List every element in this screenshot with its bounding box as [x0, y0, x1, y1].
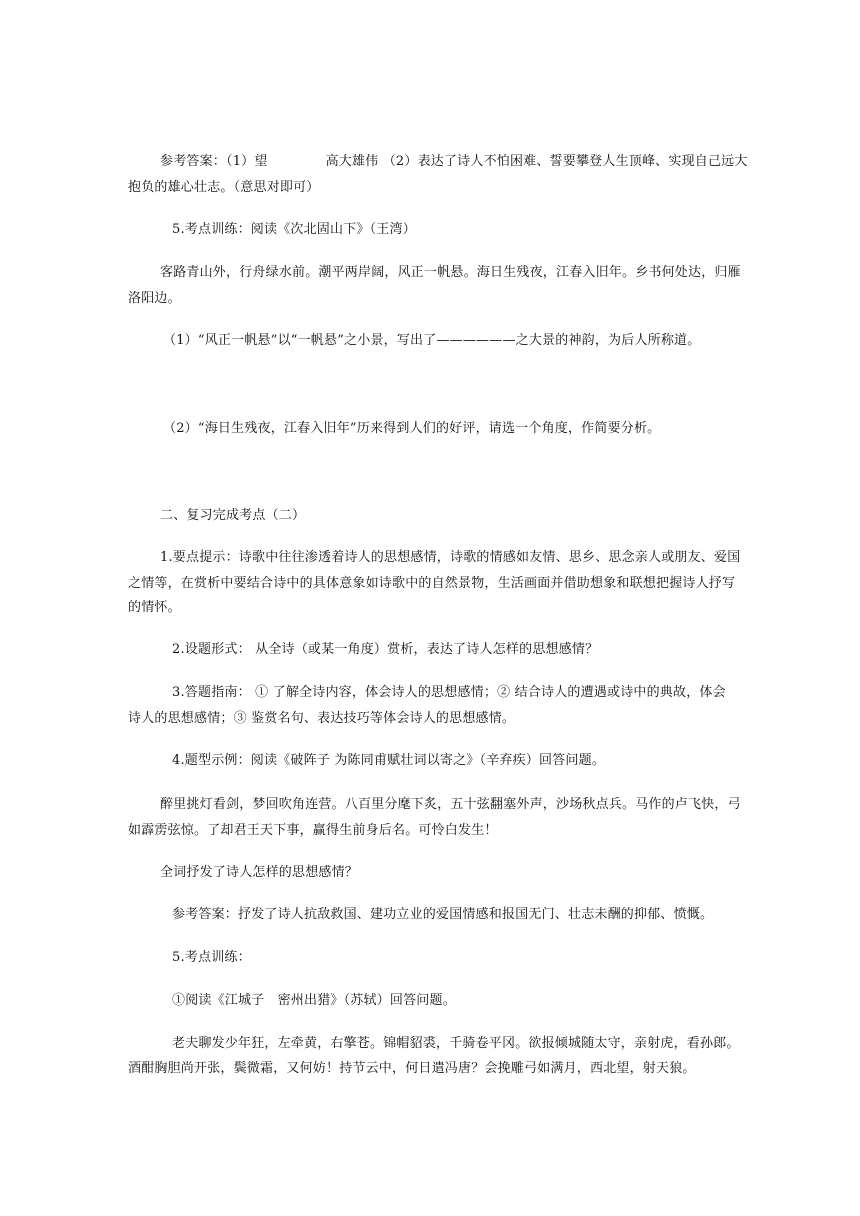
point-3-line-1: 3.答题指南： ① 了解全诗内容，体会诗人的思想感情；② 结合诗人的遭遇或诗中的典故，体会 [172, 685, 726, 700]
answer-4-line-2: 抱负的雄心壮志。（意思对即可） [128, 180, 320, 195]
answer-4-part-1: 参考答案：（1）望 [160, 154, 268, 169]
reading-1: ①阅读《江城子 密州出猎》（苏轼）回答问题。 [172, 993, 456, 1008]
poem-1-line-1: 客路青山外，行舟绿水前。潮平两岸阔，风正一帆悬。海日生残夜，江春入旧年。乡书何处达，归雁 [160, 265, 741, 280]
poem-1-line-2: 洛阳边。 [128, 291, 181, 306]
point-5: 5.考点训练： [172, 950, 251, 965]
poem-2-line-2: 如霹雳弦惊。了却君王天下事，赢得生前身后名。可怜白发生！ [128, 823, 498, 838]
point-4: 4.题型示例：阅读《破阵子 为陈同甫赋壮词以寄之》（辛弃疾）回答问题。 [172, 753, 606, 768]
training-5-title: 5.考点训练：阅读《次北固山下》（王湾） [172, 222, 416, 237]
poem-3-line-2: 酒酣胸胆尚开张，鬓微霜，又何妨！持节云中，何日遣冯唐？会挽雕弓如满月，西北望，射天狼。 [128, 1061, 696, 1076]
poem-3-line-1: 老夫聊发少年狂，左牵黄，右擎苍。锦帽貂裘，千骑卷平冈。欲报倾城随太守，亲射虎，看孙郎。 [172, 1036, 740, 1051]
point-3-line-2: 诗人的思想感情；③ 鉴赏名句、表达技巧等体会诗人的思想感情。 [128, 711, 516, 726]
section-2-heading: 二、复习完成考点（二） [160, 508, 306, 523]
question-2: （2）“海日生残夜，江春入旧年”历来得到人们的好评，请选一个角度，作简要分析。 [163, 421, 661, 436]
point-1-line-3: 的情怀。 [128, 600, 181, 615]
answer-5: 参考答案：抒发了诗人抗敌救国、建功立业的爱国情感和报国无门、壮志未酬的抑郁、愤慨。 [172, 907, 714, 922]
answer-4-part-2: 高大雄伟 （2）表达了诗人不怕困难、誓要攀登人生顶峰、实现自己远大 [325, 154, 748, 169]
point-2: 2.设题形式： 从全诗（或某一角度）赏析，表达了诗人怎样的思想感情？ [172, 642, 599, 657]
poem-2-line-1: 醉里挑灯看剑，梦回吹角连营。八百里分麾下炙，五十弦翻塞外声，沙场秋点兵。马作的卢飞快，弓 [160, 797, 741, 812]
point-1-line-1: 1.要点提示：诗歌中往往渗透着诗人的思想感情，诗歌的情感如友情、思乡、思念亲人或朋友、爱国 [160, 550, 741, 565]
answer-4-line-1 [160, 152, 748, 172]
question-3: 全词抒发了诗人怎样的思想感情？ [160, 865, 359, 880]
question-1: （1）“风正一帆悬”以“一帆悬”之小景，写出了——————之大景的神韵，为后人所称道。 [163, 333, 701, 348]
point-1-line-2: 之情等，在赏析中要结合诗中的具体意象如诗歌中的自然景物，生活画面并借助想象和联想把握诗人抒写 [128, 576, 736, 591]
